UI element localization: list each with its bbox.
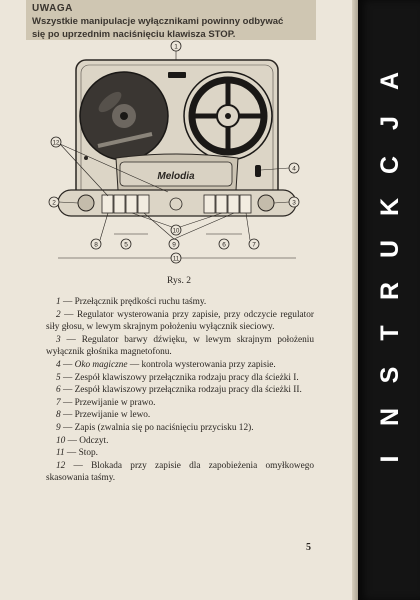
callout-4-label: 4 bbox=[292, 165, 296, 173]
left-knob bbox=[78, 195, 94, 211]
spine-letter: I bbox=[376, 455, 404, 463]
callout-7-label: 7 bbox=[252, 241, 256, 249]
right-knob bbox=[258, 195, 274, 211]
callout-5-label: 5 bbox=[124, 241, 128, 249]
spine-letter: K bbox=[376, 197, 404, 217]
spine-letter: J bbox=[376, 116, 404, 130]
warning-title: UWAGA bbox=[32, 3, 73, 14]
callout-10-label: 10 bbox=[172, 228, 180, 235]
callout-11-label: 11 bbox=[172, 256, 180, 263]
tape-recorder-diagram bbox=[48, 40, 310, 268]
legend-item: 8 — Przewijanie w lewo. bbox=[56, 410, 151, 421]
warning-line-1: Wszystkie manipulacje wyłącznikami powinny odbywać bbox=[32, 16, 284, 27]
callout-2-label: 2 bbox=[52, 199, 56, 207]
legend-item: 10 — Odczyt. bbox=[56, 435, 109, 446]
spine-letter: A bbox=[376, 71, 404, 91]
callout-8-label: 8 bbox=[94, 241, 98, 249]
figure-caption: Rys. 2 bbox=[167, 276, 191, 286]
page-number: 5 bbox=[306, 542, 311, 553]
callout-12-label: 12 bbox=[52, 140, 60, 147]
brand-label: Melodia bbox=[157, 171, 195, 182]
legend-list bbox=[46, 296, 314, 485]
spine-title bbox=[370, 60, 410, 580]
legend-item: 6 — Zespół klawiszowy przełącznika rodzaju pracy dla ścieżki II. bbox=[56, 385, 302, 396]
legend-item: 9 — Zapis (zwalnia się po naciśnięciu przycisku 12). bbox=[56, 422, 254, 433]
legend-item: 11 — Stop. bbox=[56, 448, 98, 459]
spine-letter: T bbox=[376, 325, 404, 341]
spine-letter: U bbox=[376, 239, 404, 259]
spine-letter: N bbox=[376, 407, 404, 427]
spine-letter: R bbox=[376, 281, 404, 301]
legend-item: 3 — Regulator barwy dźwięku, w lewym skrajnym położeniu wyłącznik głośnika magnetofonu. bbox=[46, 334, 314, 358]
legend-item: 1 — Przełącznik prędkości ruchu taśmy. bbox=[56, 297, 207, 307]
magic-eye bbox=[255, 165, 261, 177]
spine-letter: C bbox=[376, 155, 404, 175]
legend-item: 4 — Oko magiczne — kontrola wysterowania przy zapisie. bbox=[56, 359, 276, 370]
warning-line-2: się po uprzednim naciśnięciu klawisza STOP. bbox=[32, 29, 236, 40]
legend-item: 2 — Regulator wysterowania przy zapisie, przy odczycie regulator siły głosu, w lewym skrajnym położeniu wyłącznik sieciowy. bbox=[46, 309, 314, 333]
callout-9-label: 9 bbox=[172, 241, 176, 249]
spine-letter: S bbox=[376, 366, 404, 384]
callout-3-label: 3 bbox=[292, 199, 296, 207]
legend-item: 5 — Zespół klawiszowy przełącznika rodzaju pracy dla ścieżki I. bbox=[56, 372, 299, 383]
legend-item: 12 — Blokada przy zapisie dla zapobieżenia omyłkowego skasowania taśmy. bbox=[46, 460, 314, 484]
callout-6-label: 6 bbox=[222, 241, 226, 249]
callout-1-label: 1 bbox=[174, 43, 178, 51]
warning-box bbox=[26, 0, 316, 40]
legend-item: 7 — Przewijanie w prawo. bbox=[56, 397, 156, 408]
